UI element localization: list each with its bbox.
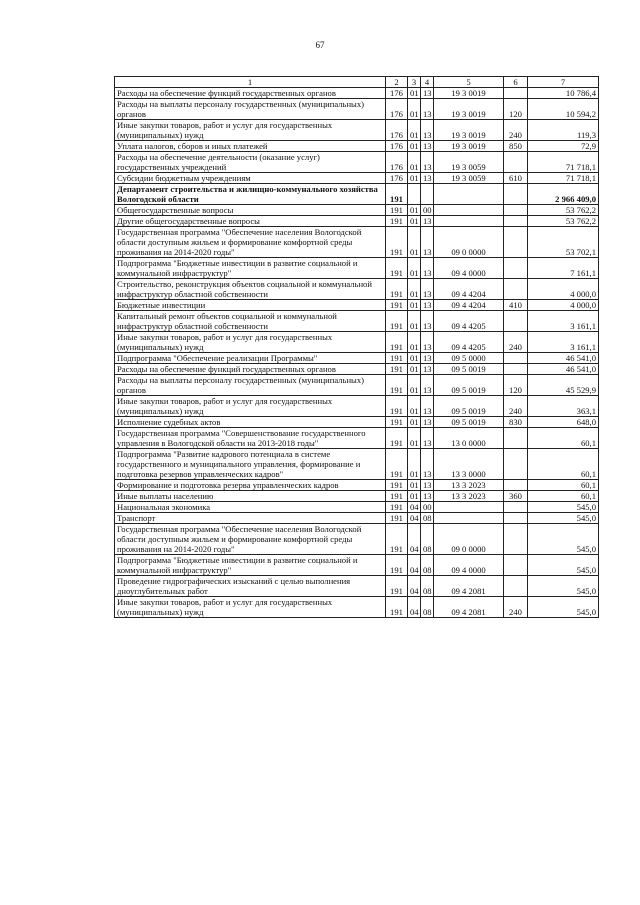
row-subsection xyxy=(421,184,434,205)
row-section: 01 xyxy=(408,353,421,364)
row-subsection: 08 xyxy=(421,597,434,618)
row-target-item: 13 3 2023 xyxy=(434,480,504,491)
row-section: 01 xyxy=(408,417,421,428)
page-number: 67 xyxy=(315,40,325,50)
row-subsection: 00 xyxy=(421,502,434,513)
row-name: Общегосударственные вопросы xyxy=(115,205,386,216)
table-row xyxy=(115,99,599,120)
table-row xyxy=(115,120,599,141)
column-header: 5 xyxy=(434,77,504,88)
row-subsection: 13 xyxy=(421,332,434,353)
row-expense-type xyxy=(504,502,528,513)
table-row xyxy=(115,417,599,428)
row-section: 01 xyxy=(408,141,421,152)
table-row xyxy=(115,597,599,618)
table-row xyxy=(115,428,599,449)
row-subsection: 00 xyxy=(421,205,434,216)
row-target-item: 09 0 0000 xyxy=(434,524,504,555)
table-row xyxy=(115,205,599,216)
row-name: Расходы на выплаты персоналу государственных (муниципальных) органов xyxy=(115,99,386,120)
table-row xyxy=(115,513,599,524)
row-target-item: 13 0 0000 xyxy=(434,428,504,449)
row-amount: 648,0 xyxy=(528,417,599,428)
row-target-item: 13 3 2023 xyxy=(434,491,504,502)
row-target-item: 09 5 0019 xyxy=(434,375,504,396)
row-admin-code: 191 xyxy=(386,258,408,279)
row-amount: 545,0 xyxy=(528,597,599,618)
row-name: Строительство, реконструкция объектов социальной и коммунальной инфраструктур областной собственности xyxy=(115,279,386,300)
row-target-item: 19 3 0019 xyxy=(434,99,504,120)
row-expense-type xyxy=(504,184,528,205)
row-admin-code: 191 xyxy=(386,332,408,353)
row-admin-code: 176 xyxy=(386,120,408,141)
table-row xyxy=(115,576,599,597)
row-subsection: 13 xyxy=(421,227,434,258)
row-expense-type: 120 xyxy=(504,375,528,396)
row-name: Капитальный ремонт объектов социальной и коммунальной инфраструктур областной собственности xyxy=(115,311,386,332)
row-expense-type xyxy=(504,449,528,480)
row-target-item xyxy=(434,502,504,513)
table-row xyxy=(115,502,599,513)
row-amount: 46 541,0 xyxy=(528,353,599,364)
row-admin-code: 191 xyxy=(386,216,408,227)
row-amount: 363,1 xyxy=(528,396,599,417)
row-amount: 71 718,1 xyxy=(528,173,599,184)
row-target-item xyxy=(434,216,504,227)
row-name: Иные закупки товаров, работ и услуг для государственных (муниципальных) нужд xyxy=(115,396,386,417)
row-expense-type xyxy=(504,88,528,99)
table-row xyxy=(115,279,599,300)
row-name: Иные закупки товаров, работ и услуг для государственных (муниципальных) нужд xyxy=(115,597,386,618)
row-target-item: 09 5 0019 xyxy=(434,364,504,375)
row-subsection: 13 xyxy=(421,173,434,184)
row-subsection: 13 xyxy=(421,141,434,152)
row-section: 01 xyxy=(408,332,421,353)
row-target-item: 09 4 4204 xyxy=(434,279,504,300)
row-target-item xyxy=(434,513,504,524)
row-section: 04 xyxy=(408,524,421,555)
row-section: 01 xyxy=(408,480,421,491)
row-section: 01 xyxy=(408,491,421,502)
column-header: 4 xyxy=(421,77,434,88)
row-subsection: 13 xyxy=(421,364,434,375)
row-expense-type xyxy=(504,480,528,491)
row-section: 04 xyxy=(408,576,421,597)
row-section: 01 xyxy=(408,205,421,216)
row-expense-type: 830 xyxy=(504,417,528,428)
row-name: Исполнение судебных актов xyxy=(115,417,386,428)
row-subsection: 13 xyxy=(421,417,434,428)
row-section: 01 xyxy=(408,120,421,141)
row-amount: 71 718,1 xyxy=(528,152,599,173)
row-admin-code: 191 xyxy=(386,597,408,618)
row-admin-code: 191 xyxy=(386,502,408,513)
row-expense-type: 240 xyxy=(504,332,528,353)
budget-table xyxy=(114,76,599,618)
row-section: 01 xyxy=(408,99,421,120)
table-row xyxy=(115,491,599,502)
row-target-item xyxy=(434,184,504,205)
row-expense-type xyxy=(504,205,528,216)
row-admin-code: 191 xyxy=(386,300,408,311)
row-name: Расходы на обеспечение деятельности (оказание услуг) государственных учреждений xyxy=(115,152,386,173)
row-admin-code: 176 xyxy=(386,88,408,99)
row-expense-type xyxy=(504,524,528,555)
row-expense-type xyxy=(504,576,528,597)
row-amount: 119,3 xyxy=(528,120,599,141)
row-amount: 4 000,0 xyxy=(528,279,599,300)
row-subsection: 08 xyxy=(421,513,434,524)
row-subsection: 13 xyxy=(421,396,434,417)
row-expense-type xyxy=(504,513,528,524)
row-amount: 2 966 409,0 xyxy=(528,184,599,205)
row-amount: 7 161,1 xyxy=(528,258,599,279)
row-section: 01 xyxy=(408,258,421,279)
row-subsection: 13 xyxy=(421,152,434,173)
row-admin-code: 191 xyxy=(386,576,408,597)
table-row xyxy=(115,353,599,364)
row-amount: 53 702,1 xyxy=(528,227,599,258)
row-admin-code: 191 xyxy=(386,184,408,205)
row-target-item: 19 3 0019 xyxy=(434,88,504,99)
row-subsection: 13 xyxy=(421,88,434,99)
row-section: 01 xyxy=(408,449,421,480)
table-row xyxy=(115,184,599,205)
row-subsection: 13 xyxy=(421,480,434,491)
row-amount: 60,1 xyxy=(528,480,599,491)
row-expense-type xyxy=(504,152,528,173)
row-amount: 4 000,0 xyxy=(528,300,599,311)
row-target-item: 09 4 2081 xyxy=(434,576,504,597)
row-expense-type xyxy=(504,311,528,332)
table-row xyxy=(115,311,599,332)
row-name: Расходы на обеспечение функций государственных органов xyxy=(115,364,386,375)
column-header: 6 xyxy=(504,77,528,88)
row-amount: 545,0 xyxy=(528,555,599,576)
table-row xyxy=(115,88,599,99)
row-expense-type xyxy=(504,279,528,300)
row-admin-code: 191 xyxy=(386,353,408,364)
table-header-row xyxy=(115,77,599,88)
table-row xyxy=(115,216,599,227)
row-name: Бюджетные инвестиции xyxy=(115,300,386,311)
row-amount: 545,0 xyxy=(528,576,599,597)
row-target-item: 09 0 0000 xyxy=(434,227,504,258)
row-amount: 545,0 xyxy=(528,524,599,555)
row-section: 01 xyxy=(408,152,421,173)
row-subsection: 13 xyxy=(421,300,434,311)
row-amount: 45 529,9 xyxy=(528,375,599,396)
row-target-item: 09 4 4205 xyxy=(434,311,504,332)
row-admin-code: 176 xyxy=(386,152,408,173)
row-admin-code: 176 xyxy=(386,173,408,184)
row-amount: 72,9 xyxy=(528,141,599,152)
row-section: 04 xyxy=(408,502,421,513)
row-name: Подпрограмма "Бюджетные инвестиции в развитие социальной и коммунальной инфраструктур" xyxy=(115,555,386,576)
row-name: Национальная экономика xyxy=(115,502,386,513)
table-row xyxy=(115,396,599,417)
table-row xyxy=(115,555,599,576)
row-expense-type: 240 xyxy=(504,396,528,417)
row-subsection: 13 xyxy=(421,491,434,502)
row-amount: 60,1 xyxy=(528,491,599,502)
row-subsection: 13 xyxy=(421,279,434,300)
row-name: Иные закупки товаров, работ и услуг для государственных (муниципальных) нужд xyxy=(115,120,386,141)
row-name: Государственная программа "Обеспечение населения Вологодской области доступным жильем и формирование комфортной среды проживания на 2014-2020 годы" xyxy=(115,524,386,555)
table-row xyxy=(115,524,599,555)
row-expense-type xyxy=(504,555,528,576)
row-name: Подпрограмма "Развитие кадрового потенциала в системе государственного и муниципального управления, формирование и подготовка резервов управленческих кадров" xyxy=(115,449,386,480)
row-section xyxy=(408,184,421,205)
row-expense-type xyxy=(504,216,528,227)
row-section: 04 xyxy=(408,555,421,576)
row-name: Государственная программа "Обеспечение населения Вологодской области доступным жильем и формирование комфортной среды проживания на 2014-2020 годы" xyxy=(115,227,386,258)
row-subsection: 13 xyxy=(421,428,434,449)
row-admin-code: 191 xyxy=(386,491,408,502)
row-expense-type: 850 xyxy=(504,141,528,152)
row-target-item: 09 5 0019 xyxy=(434,417,504,428)
row-amount: 3 161,1 xyxy=(528,332,599,353)
row-amount: 46 541,0 xyxy=(528,364,599,375)
row-subsection: 13 xyxy=(421,353,434,364)
row-expense-type xyxy=(504,364,528,375)
row-subsection: 13 xyxy=(421,120,434,141)
row-amount: 3 161,1 xyxy=(528,311,599,332)
row-target-item: 19 3 0059 xyxy=(434,173,504,184)
row-subsection: 13 xyxy=(421,375,434,396)
column-header: 3 xyxy=(408,77,421,88)
row-admin-code: 191 xyxy=(386,227,408,258)
column-header: 2 xyxy=(386,77,408,88)
row-subsection: 13 xyxy=(421,449,434,480)
row-subsection: 13 xyxy=(421,258,434,279)
row-expense-type xyxy=(504,258,528,279)
row-amount: 53 762,2 xyxy=(528,216,599,227)
row-name: Транспорт xyxy=(115,513,386,524)
row-target-item: 09 5 0000 xyxy=(434,353,504,364)
row-subsection: 08 xyxy=(421,555,434,576)
table-row xyxy=(115,258,599,279)
row-target-item: 19 3 0019 xyxy=(434,120,504,141)
table-row xyxy=(115,375,599,396)
row-name: Иные выплаты населению xyxy=(115,491,386,502)
row-section: 01 xyxy=(408,173,421,184)
table-row xyxy=(115,173,599,184)
row-target-item xyxy=(434,205,504,216)
row-subsection: 13 xyxy=(421,216,434,227)
row-name: Департамент строительства и жилищно-коммунального хозяйства Вологодской области xyxy=(115,184,386,205)
row-admin-code: 191 xyxy=(386,513,408,524)
row-expense-type: 240 xyxy=(504,120,528,141)
row-expense-type xyxy=(504,428,528,449)
row-section: 01 xyxy=(408,88,421,99)
row-amount: 53 762,2 xyxy=(528,205,599,216)
row-name: Уплата налогов, сборов и иных платежей xyxy=(115,141,386,152)
row-name: Подпрограмма "Обеспечение реализации Программы" xyxy=(115,353,386,364)
row-admin-code: 191 xyxy=(386,428,408,449)
row-name: Формирование и подготовка резерва управленческих кадров xyxy=(115,480,386,491)
row-section: 01 xyxy=(408,396,421,417)
row-name: Субсидии бюджетным учреждениям xyxy=(115,173,386,184)
row-amount: 10 594,2 xyxy=(528,99,599,120)
row-admin-code: 191 xyxy=(386,555,408,576)
row-admin-code: 191 xyxy=(386,364,408,375)
table-row xyxy=(115,227,599,258)
row-amount: 545,0 xyxy=(528,502,599,513)
row-name: Проведение гидрографических изысканий с целью выполнения дноуглубительных работ xyxy=(115,576,386,597)
row-expense-type: 240 xyxy=(504,597,528,618)
row-expense-type: 120 xyxy=(504,99,528,120)
row-admin-code: 191 xyxy=(386,375,408,396)
table-row xyxy=(115,480,599,491)
row-subsection: 08 xyxy=(421,524,434,555)
row-admin-code: 191 xyxy=(386,279,408,300)
row-expense-type: 610 xyxy=(504,173,528,184)
row-admin-code: 191 xyxy=(386,396,408,417)
row-name: Иные закупки товаров, работ и услуг для государственных (муниципальных) нужд xyxy=(115,332,386,353)
row-section: 01 xyxy=(408,279,421,300)
row-amount: 545,0 xyxy=(528,513,599,524)
row-target-item: 09 4 4205 xyxy=(434,332,504,353)
row-admin-code: 191 xyxy=(386,311,408,332)
row-amount: 60,1 xyxy=(528,449,599,480)
row-section: 04 xyxy=(408,597,421,618)
row-section: 01 xyxy=(408,364,421,375)
row-target-item: 09 4 0000 xyxy=(434,555,504,576)
row-amount: 10 786,4 xyxy=(528,88,599,99)
row-target-item: 09 4 4204 xyxy=(434,300,504,311)
row-target-item: 09 4 2081 xyxy=(434,597,504,618)
row-section: 01 xyxy=(408,300,421,311)
row-section: 01 xyxy=(408,311,421,332)
row-name: Подпрограмма "Бюджетные инвестиции в развитие социальной и коммунальной инфраструктур" xyxy=(115,258,386,279)
row-admin-code: 176 xyxy=(386,141,408,152)
row-subsection: 13 xyxy=(421,311,434,332)
row-section: 01 xyxy=(408,428,421,449)
table-row xyxy=(115,141,599,152)
row-admin-code: 191 xyxy=(386,449,408,480)
table-row xyxy=(115,152,599,173)
table-row xyxy=(115,364,599,375)
row-subsection: 13 xyxy=(421,99,434,120)
row-admin-code: 191 xyxy=(386,524,408,555)
row-expense-type: 410 xyxy=(504,300,528,311)
row-target-item: 13 3 0000 xyxy=(434,449,504,480)
row-amount: 60,1 xyxy=(528,428,599,449)
row-name: Расходы на обеспечение функций государственных органов xyxy=(115,88,386,99)
table-row xyxy=(115,300,599,311)
row-name: Государственная программа "Совершенствование государственного управления в Вологодской области на 2013-2018 годы" xyxy=(115,428,386,449)
row-expense-type: 360 xyxy=(504,491,528,502)
row-section: 04 xyxy=(408,513,421,524)
row-target-item: 09 4 0000 xyxy=(434,258,504,279)
row-target-item: 09 5 0019 xyxy=(434,396,504,417)
row-expense-type xyxy=(504,353,528,364)
row-section: 01 xyxy=(408,216,421,227)
table-row xyxy=(115,332,599,353)
row-target-item: 19 3 0059 xyxy=(434,152,504,173)
table-row xyxy=(115,449,599,480)
row-section: 01 xyxy=(408,375,421,396)
row-admin-code: 191 xyxy=(386,205,408,216)
row-admin-code: 191 xyxy=(386,417,408,428)
row-admin-code: 191 xyxy=(386,480,408,491)
row-expense-type xyxy=(504,227,528,258)
row-section: 01 xyxy=(408,227,421,258)
row-target-item: 19 3 0019 xyxy=(434,141,504,152)
row-admin-code: 176 xyxy=(386,99,408,120)
column-header: 7 xyxy=(528,77,599,88)
row-subsection: 08 xyxy=(421,576,434,597)
column-header: 1 xyxy=(115,77,386,88)
row-name: Другие общегосударственные вопросы xyxy=(115,216,386,227)
row-name: Расходы на выплаты персоналу государственных (муниципальных) органов xyxy=(115,375,386,396)
